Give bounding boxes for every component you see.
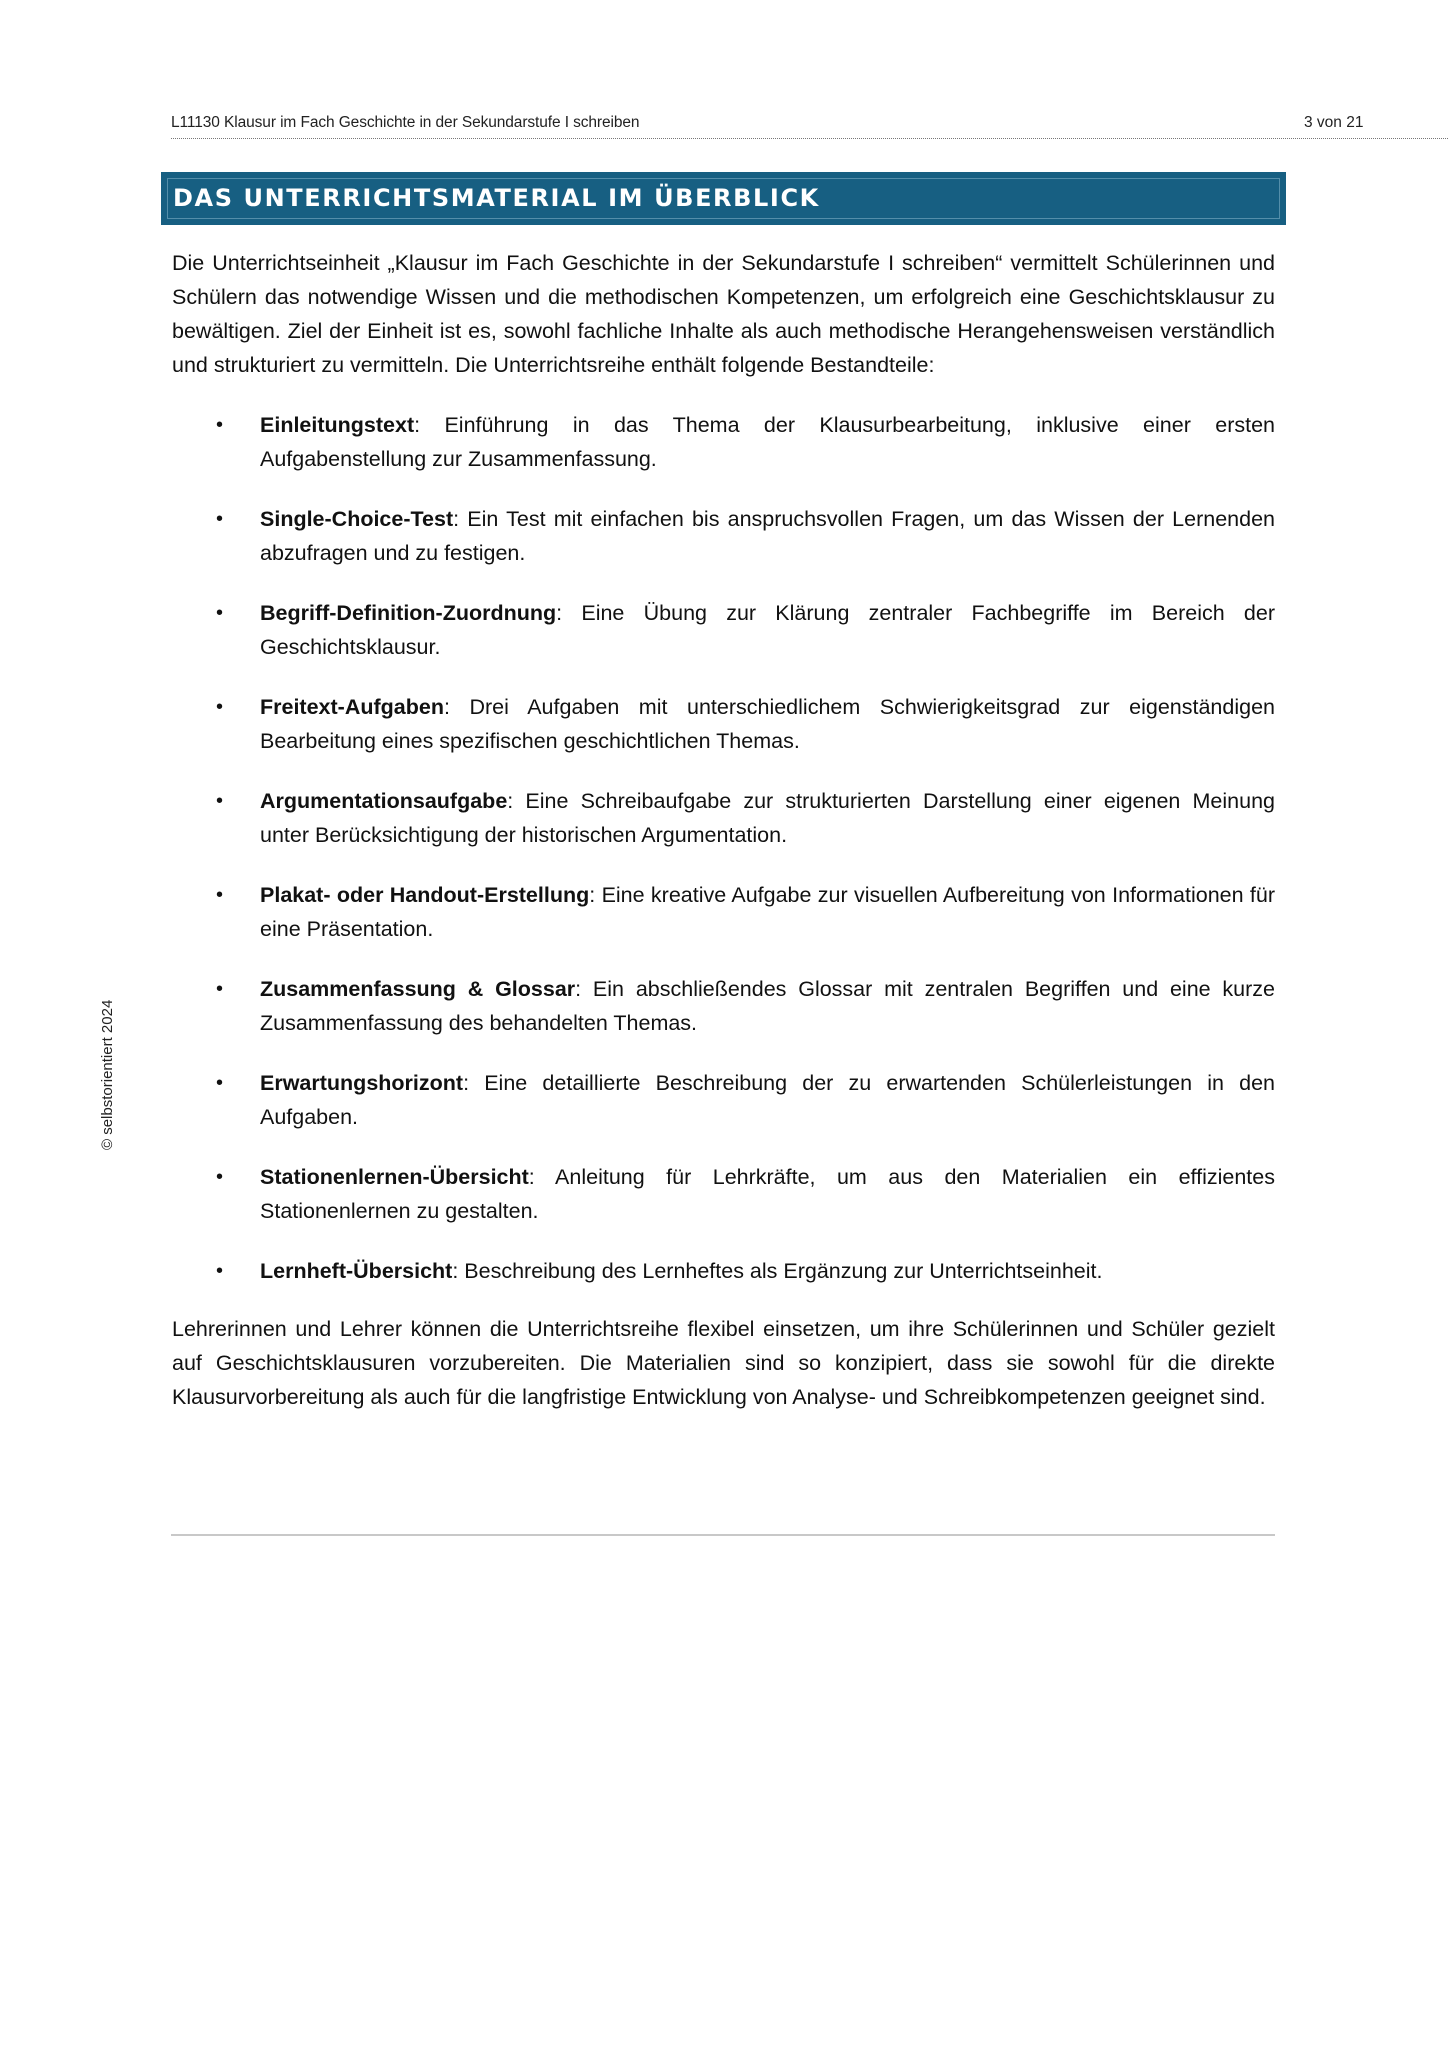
list-item bbox=[172, 972, 1275, 1040]
bullet-icon: • bbox=[216, 978, 224, 1000]
item-term: Stationenlernen-Übersicht bbox=[260, 1165, 529, 1189]
bullet-icon: • bbox=[216, 508, 224, 530]
bullet-icon: • bbox=[216, 602, 224, 624]
item-description: : Anleitung für Lehrkräfte, um aus den Materialien ein effizientes Stationenlernen zu gestalten. bbox=[260, 1165, 1275, 1223]
item-description: : Eine kreative Aufgabe zur visuellen Aufbereitung von Informationen für eine Präsentation. bbox=[260, 883, 1275, 941]
document-title: L11130 Klausur im Fach Geschichte in der Sekundarstufe I schreiben bbox=[171, 114, 640, 131]
item-description: : Eine Schreibaufgabe zur strukturierten Darstellung einer eigenen Meinung unter Berücksichtigung der historischen Argumentation. bbox=[260, 789, 1275, 847]
intro-paragraph: Die Unterrichtseinheit „Klausur im Fach Geschichte in der Sekundarstufe I schreiben“ vermittelt Schülerinnen und Schülern das notwendige Wissen und die methodischen Kompetenzen, um erfolgreich eine Geschichtsklausur zu bewältigen. Ziel der Einheit ist es, sowohl fachliche Inhalte als auch methodische Herangehensweisen verständlich und strukturiert zu vermitteln. Die Unterrichtsreihe enthält folgende Bestandteile: bbox=[172, 251, 1275, 377]
component-list bbox=[172, 408, 1275, 1288]
item-term: Einleitungstext bbox=[260, 413, 415, 437]
bottom-divider bbox=[171, 1534, 1275, 1536]
bullet-icon: • bbox=[216, 884, 224, 906]
item-term: Single-Choice-Test bbox=[260, 507, 454, 531]
item-description: : Drei Aufgaben mit unterschiedlichem Schwierigkeitsgrad zur eigenständigen Bearbeitung eines spezifischen geschichtlichen Themas. bbox=[260, 695, 1275, 753]
list-item bbox=[172, 596, 1275, 664]
list-item bbox=[172, 878, 1275, 946]
list-item bbox=[172, 784, 1275, 852]
item-term: Begriff-Definition-Zuordnung bbox=[260, 601, 557, 625]
item-description: : Eine Übung zur Klärung zentraler Fachbegriffe im Bereich der Geschichtsklausur. bbox=[260, 601, 1275, 659]
item-term: Erwartungshorizont bbox=[260, 1071, 464, 1095]
item-description: : Einführung in das Thema der Klausurbearbeitung, inklusive einer ersten Aufgabenstellung zur Zusammenfassung. bbox=[260, 413, 1275, 471]
bullet-icon: • bbox=[216, 696, 224, 718]
bullet-icon: • bbox=[216, 1260, 224, 1282]
item-term: Zusammenfassung & Glossar bbox=[260, 977, 576, 1001]
item-term: Lernheft-Übersicht bbox=[260, 1259, 453, 1283]
bullet-icon: • bbox=[216, 790, 224, 812]
list-item bbox=[172, 1066, 1275, 1134]
list-item bbox=[172, 690, 1275, 758]
bullet-icon: • bbox=[216, 1072, 224, 1094]
list-item bbox=[172, 1254, 1275, 1288]
page-number: 3 von 21 bbox=[1304, 114, 1364, 131]
section-heading-bar bbox=[161, 172, 1286, 225]
main-content bbox=[172, 246, 1275, 1414]
bullet-icon: • bbox=[216, 414, 224, 436]
list-item bbox=[172, 502, 1275, 570]
copyright-note: © selbstorientiert 2024 bbox=[99, 999, 116, 1150]
item-description: : Beschreibung des Lernheftes als Ergänzung zur Unterrichtseinheit. bbox=[452, 1259, 1103, 1283]
list-item bbox=[172, 1160, 1275, 1228]
item-description: : Ein Test mit einfachen bis anspruchsvollen Fragen, um das Wissen der Lernenden abzufragen und zu festigen. bbox=[260, 507, 1275, 565]
header-divider bbox=[171, 138, 1448, 139]
page-header bbox=[171, 114, 1448, 138]
item-term: Argumentationsaufgabe bbox=[260, 789, 508, 813]
item-description: : Ein abschließendes Glossar mit zentralen Begriffen und eine kurze Zusammenfassung des behandelten Themas. bbox=[260, 977, 1276, 1035]
item-term: Plakat- oder Handout-Erstellung bbox=[260, 883, 590, 907]
bullet-icon: • bbox=[216, 1166, 224, 1188]
closing-paragraph: Lehrerinnen und Lehrer können die Unterrichtsreihe flexibel einsetzen, um ihre Schülerinnen und Schüler gezielt auf Geschichtsklausuren vorzubereiten. Die Materialien sind so konzipiert, dass sie sowohl für die direkte Klausurvorbereitung als auch für die langfristige Entwicklung von Analyse- und Schreibkompetenzen geeignet sind. bbox=[172, 1317, 1275, 1409]
list-item bbox=[172, 408, 1275, 476]
item-term: Freitext-Aufgaben bbox=[260, 695, 444, 719]
item-description: : Eine detaillierte Beschreibung der zu erwartenden Schülerleistungen in den Aufgaben. bbox=[260, 1071, 1275, 1129]
section-title: DAS UNTERRICHTSMATERIAL IM ÜBERBLICK bbox=[173, 184, 820, 212]
